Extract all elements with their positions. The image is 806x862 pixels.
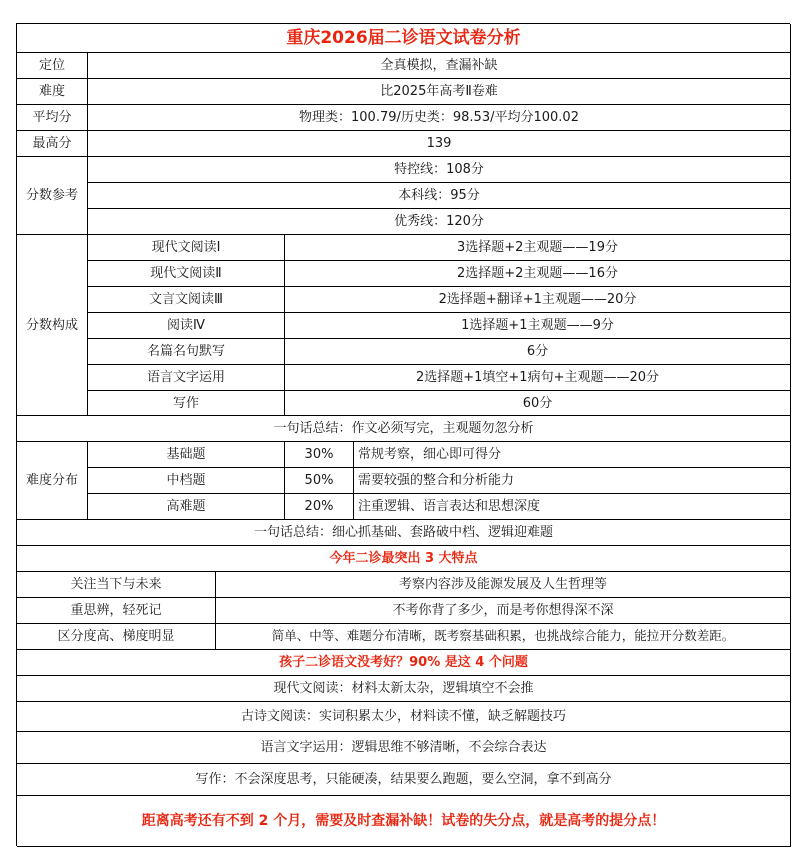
difficulty-summary: 一句话总结：细心抓基础、套路破中档、逻辑迎难题	[17, 520, 791, 546]
label-average: 平均分	[17, 105, 88, 131]
difficulty-note: 常规考察，细心即可得分	[354, 442, 791, 468]
difficulty-level: 中档题	[88, 468, 285, 494]
score-line-excellent: 优秀线：120分	[88, 209, 791, 235]
section-detail: 60分	[285, 391, 791, 416]
label-difficulty: 难度	[17, 79, 88, 105]
section-detail: 1选择题+1主观题——9分	[285, 313, 791, 339]
value-position: 全真模拟，查漏补缺	[88, 53, 791, 79]
value-highest: 139	[88, 131, 791, 157]
section-name: 现代文阅读Ⅰ	[88, 235, 285, 261]
section-detail: 2选择题+翻译+1主观题——20分	[285, 287, 791, 313]
feature-description: 考察内容涉及能源发展及人生哲理等	[216, 572, 791, 598]
section-name: 阅读Ⅳ	[88, 313, 285, 339]
problem-item: 语言文字运用：逻辑思维不够清晰，不会综合表达	[17, 732, 791, 764]
value-difficulty: 比2025年高考Ⅱ卷难	[88, 79, 791, 105]
features-heading: 今年二诊最突出 3 大特点	[17, 546, 791, 572]
difficulty-percent: 30%	[285, 442, 354, 468]
feature-description: 不考你背了多少，而是考你想得深不深	[216, 598, 791, 624]
structure-summary: 一句话总结：作文必须写完，主观题勿忽分析	[17, 416, 791, 442]
feature-description: 简单、中等、难题分布清晰，既考察基础积累，也挑战综合能力，能拉开分数差距。	[216, 624, 791, 650]
label-score-reference: 分数参考	[17, 157, 88, 235]
value-average: 物理类：100.79/历史类：98.53/平均分100.02	[88, 105, 791, 131]
score-line-undergrad: 本科线：95分	[88, 183, 791, 209]
feature-name: 重思辨，轻死记	[17, 598, 216, 624]
section-name: 语言文字运用	[88, 365, 285, 391]
label-score-structure: 分数构成	[17, 235, 88, 416]
difficulty-note: 注重逻辑、语言表达和思想深度	[354, 494, 791, 520]
label-difficulty-distribution: 难度分布	[17, 442, 88, 520]
section-name: 现代文阅读Ⅱ	[88, 261, 285, 287]
feature-name: 区分度高、梯度明显	[17, 624, 216, 650]
section-name: 名篇名句默写	[88, 339, 285, 365]
section-detail: 2选择题+1填空+1病句+主观题——20分	[285, 365, 791, 391]
section-detail: 2选择题+2主观题——16分	[285, 261, 791, 287]
problem-item: 古诗文阅读：实词积累太少，材料读不懂，缺乏解题技巧	[17, 702, 791, 732]
problems-heading: 孩子二诊语文没考好？90% 是这 4 个问题	[17, 650, 791, 676]
difficulty-level: 基础题	[88, 442, 285, 468]
problem-item: 现代文阅读：材料太新太杂，逻辑填空不会推	[17, 676, 791, 702]
footer-call-to-action: 距离高考还有不到 2 个月，需要及时查漏补缺！试卷的失分点，就是高考的提分点！	[17, 796, 791, 847]
label-position: 定位	[17, 53, 88, 79]
section-name: 写作	[88, 391, 285, 416]
difficulty-percent: 50%	[285, 468, 354, 494]
difficulty-note: 需要较强的整合和分析能力	[354, 468, 791, 494]
section-name: 文言文阅读Ⅲ	[88, 287, 285, 313]
table-title: 重庆2026届二诊语文试卷分析	[17, 24, 791, 53]
problem-item: 写作：不会深度思考，只能硬凑，结果要么跑题，要么空洞，拿不到高分	[17, 764, 791, 796]
section-detail: 3选择题+2主观题——19分	[285, 235, 791, 261]
label-highest: 最高分	[17, 131, 88, 157]
score-line-special: 特控线：108分	[88, 157, 791, 183]
feature-name: 关注当下与未来	[17, 572, 216, 598]
exam-analysis-table	[16, 23, 790, 846]
difficulty-percent: 20%	[285, 494, 354, 520]
section-detail: 6分	[285, 339, 791, 365]
difficulty-level: 高难题	[88, 494, 285, 520]
